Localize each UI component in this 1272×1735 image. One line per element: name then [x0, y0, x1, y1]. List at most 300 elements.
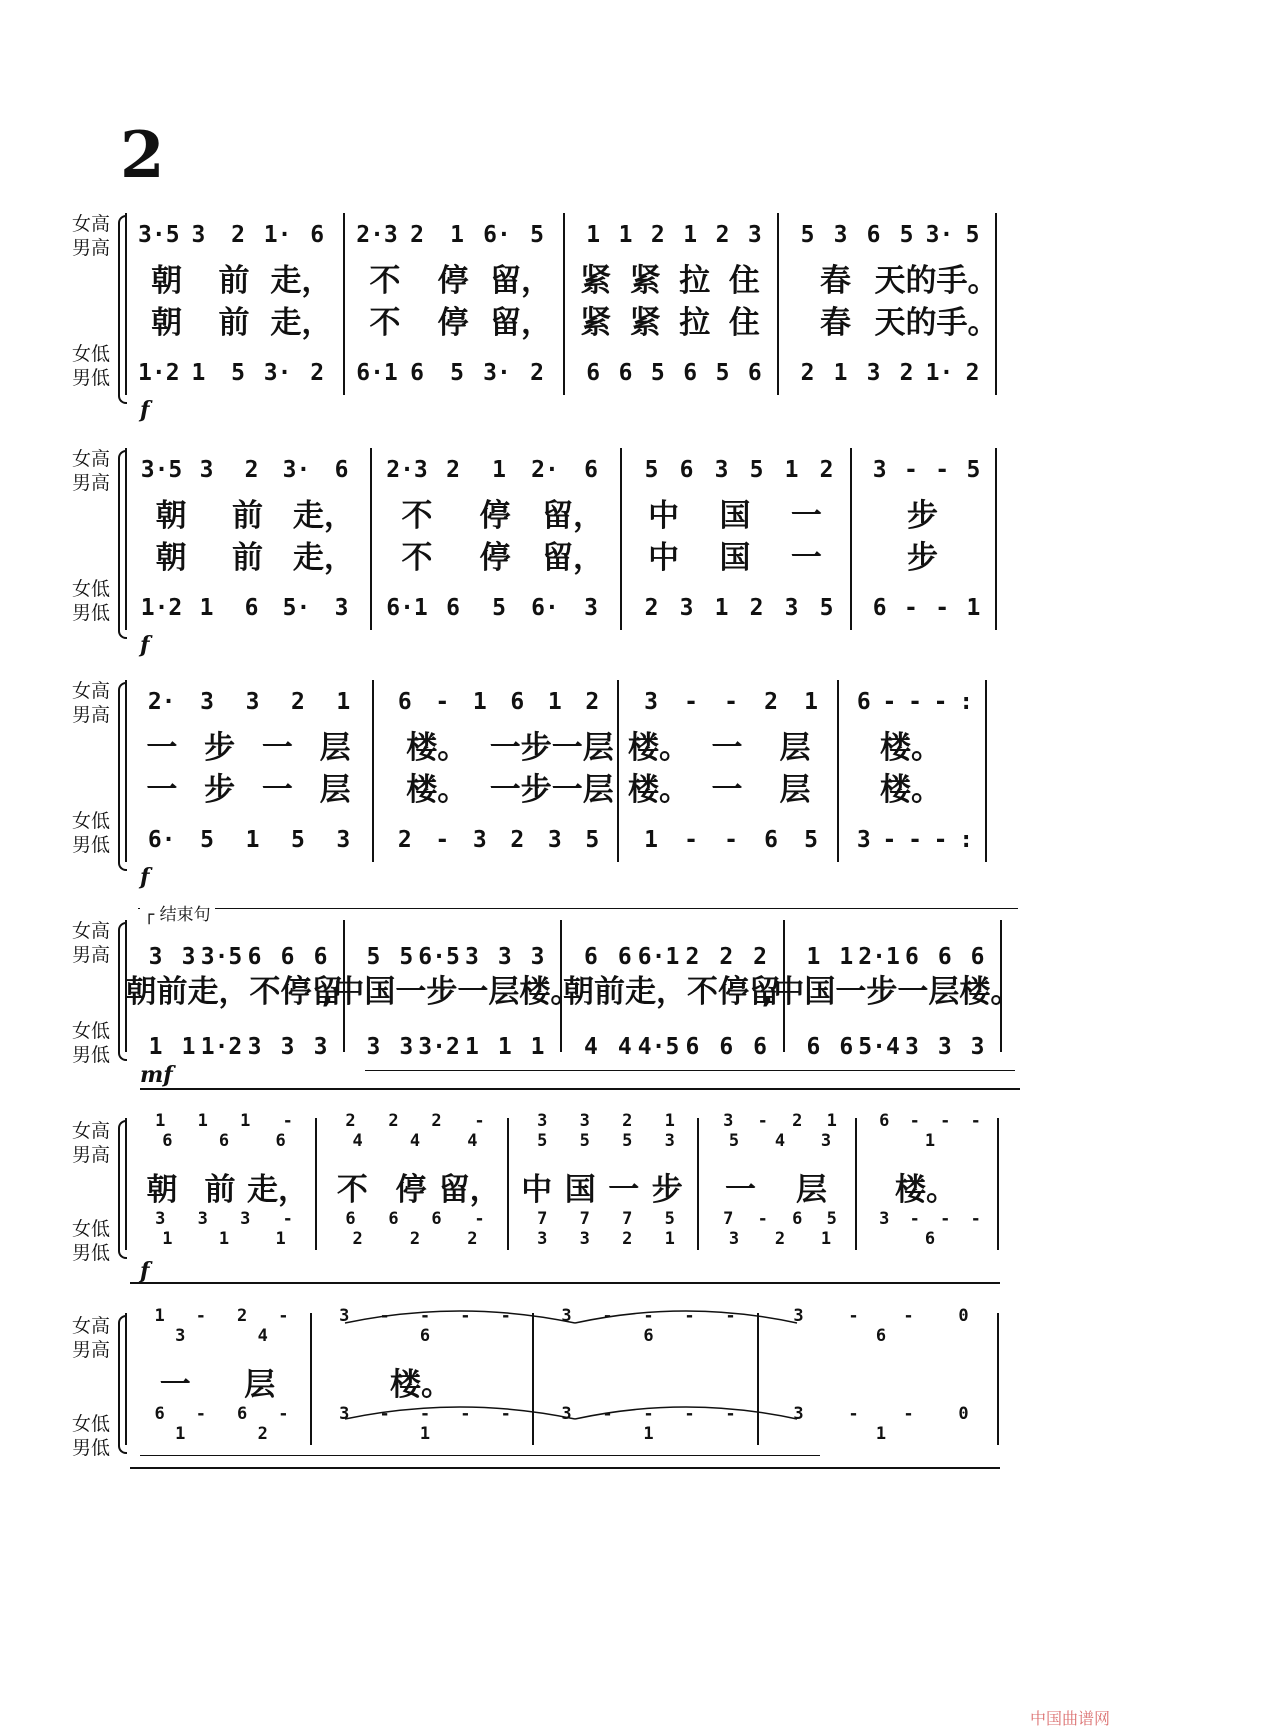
upper-voice-note: 2·1 [858, 944, 900, 970]
lower-voice-line [0, 588, 1272, 628]
lower-voice-note: 6 [747, 360, 762, 386]
lower-voice-note: - [935, 595, 950, 621]
lower-voice-note: - [908, 827, 922, 853]
upper-voice-top-note: 1 [240, 1111, 251, 1131]
lyric-word: 留， [490, 305, 552, 341]
lower-voice-note: 3 [336, 827, 351, 853]
part-label: 男高 [72, 237, 111, 259]
lyric-word: 层 [319, 730, 351, 766]
upper-voice-top-note: 2 [345, 1111, 356, 1131]
lower-voice-note: 6 [446, 595, 460, 621]
lower-voice-top-note: - [970, 1209, 981, 1229]
tie-arcs [0, 1305, 1272, 1505]
lower-voice-top-note: 7 [579, 1209, 590, 1229]
upper-voice-note: 3 [497, 944, 512, 970]
upper-voice-top-note: 0 [958, 1306, 969, 1326]
part-label: 男低 [72, 1242, 111, 1264]
upper-voice-bottom-note: 6 [419, 1326, 431, 1346]
lower-voice-top-note: - [903, 1404, 914, 1424]
lower-voice-note: 5 [492, 595, 506, 621]
lyric-word: 一 [159, 1367, 191, 1403]
lower-voice-note: 3 [547, 827, 562, 853]
upper-voice-note: 1 [547, 689, 562, 715]
lower-voice-bottom-note: 2 [774, 1229, 786, 1249]
part-label: 男高 [72, 1339, 111, 1361]
lower-voice-top-note: - [848, 1404, 859, 1424]
lower-voice-note: 3 [856, 827, 871, 853]
lyric-word: 不 [336, 1172, 368, 1208]
lower-voice-top-note: 3 [561, 1404, 572, 1424]
upper-voice-line [0, 937, 1272, 977]
upper-voice-note: - [435, 689, 450, 715]
upper-voice-note: 2 [410, 222, 424, 248]
lower-voice-note: 4·5 [637, 1034, 680, 1060]
lyric-word: 步 [204, 772, 236, 808]
upper-voice-note: 2 [764, 689, 778, 715]
upper-voice-note: 1 [492, 457, 506, 483]
ending-label: ┌ 结束句 [140, 900, 215, 925]
lyric-word: 中 [648, 540, 680, 576]
lyric-word: 一步一层 [489, 772, 614, 808]
lower-voice-top-note: - [195, 1404, 206, 1424]
upper-voice-note: 6 [313, 944, 328, 970]
lower-voice-note: 6· [531, 595, 559, 621]
lower-voice-note: 6 [872, 595, 887, 621]
upper-voice-line [0, 215, 1272, 255]
upper-voice-top-note: 1 [155, 1111, 166, 1131]
lower-voice-top-note: - [282, 1209, 293, 1229]
lower-voice-top-note: - [602, 1404, 613, 1424]
lyric-word: 一 [146, 730, 178, 766]
upper-voice-top-note: 3 [537, 1111, 548, 1131]
upper-voice-note: - [724, 689, 738, 715]
lyric-word: 国 [719, 498, 751, 534]
upper-voice-top-note: 3 [339, 1306, 350, 1326]
upper-voice-top-note: - [278, 1306, 289, 1326]
lyric-word: 楼。 [628, 730, 690, 766]
part-label: 男低 [72, 367, 111, 389]
upper-voice-top-note: 1 [197, 1111, 208, 1131]
lower-voice-note: 2 [749, 595, 764, 621]
upper-voice-bottom-note: 5 [728, 1131, 740, 1151]
lower-voice-note: 3 [679, 595, 694, 621]
upper-voice-note: 1 [839, 944, 854, 970]
lower-voice-bottom-note: 1 [175, 1424, 186, 1444]
upper-voice-top-note: - [460, 1306, 471, 1326]
ending-line [138, 908, 1018, 909]
lyric-word: 不 [369, 305, 401, 341]
lyric-word: 朝前走，不停留 [563, 974, 780, 1010]
lyric-word: 前 [218, 305, 250, 341]
lower-voice-note: 2 [530, 360, 544, 386]
lower-voice-bottom-note: 3 [579, 1229, 590, 1249]
lyric-word: 留， [490, 263, 552, 299]
lower-voice-note: : [959, 827, 974, 853]
lyric-word: 中 [521, 1172, 553, 1208]
upper-voice-note: 2 [819, 457, 834, 483]
upper-voice-top-note: - [379, 1306, 390, 1326]
upper-voice-note: 2· [531, 457, 559, 483]
lower-voice-bottom-note: 1 [218, 1229, 230, 1249]
lower-voice-note: 3 [399, 1034, 414, 1060]
upper-voice-bottom-note: 4 [257, 1326, 268, 1346]
lower-voice-top-note: - [474, 1209, 485, 1229]
upper-voice-note: 3· [282, 457, 311, 483]
upper-voice-bottom-note: 6 [218, 1131, 230, 1151]
upper-voice-note: 2 [650, 222, 665, 248]
lower-voice-note: 1 [148, 1034, 163, 1060]
lyric-word: 朝前走，不停留 [125, 974, 343, 1010]
lower-voice-bottom-note: 3 [728, 1229, 740, 1249]
lower-voice-note: 3 [970, 1034, 985, 1060]
lyric-word: 一 [725, 1172, 756, 1208]
upper-voice-note: 3 [833, 222, 848, 248]
lyric-word: 停 [479, 498, 511, 534]
lower-voice-top-note: 3 [155, 1209, 166, 1229]
upper-voice-bottom-note: 3 [664, 1131, 675, 1151]
lyric-word: 层 [796, 1172, 827, 1208]
lyrics-line-1 [0, 498, 1272, 538]
lower-voice-note: 3 [904, 1034, 919, 1060]
upper-voice-note: - [882, 689, 897, 715]
lower-voice-note: 6·1 [386, 595, 428, 621]
lower-voice-note: 3 [334, 595, 349, 621]
lower-voice-note: 1 [245, 827, 260, 853]
upper-voice-note: 6 [617, 944, 632, 970]
lower-voice-note: 3 [313, 1034, 328, 1060]
upper-voice-top-note: 1 [154, 1306, 165, 1326]
lower-voice-note: 6 [410, 360, 424, 386]
lower-voice-note: 5·4 [858, 1034, 900, 1060]
lyric-word: 楼。 [628, 772, 690, 808]
lower-voice-top-note: - [684, 1404, 695, 1424]
upper-voice-bottom-note: 4 [467, 1131, 478, 1151]
part-label: 女高 [72, 1315, 111, 1337]
lyric-word: 中 [648, 498, 680, 534]
upper-voice-note: 5 [899, 222, 914, 248]
upper-voice-top-note: - [500, 1306, 511, 1326]
lower-voice-note: 6 [244, 595, 259, 621]
upper-voice-top-note: 2 [792, 1111, 803, 1131]
lyric-word: 一 [711, 772, 743, 808]
lower-voice-note: - [903, 595, 918, 621]
lower-voice-top-note: 5 [826, 1209, 837, 1229]
lower-voice-note: 5 [819, 595, 834, 621]
lower-voice-note: 6 [806, 1034, 821, 1060]
lower-voice-note: - [724, 827, 738, 853]
upper-voice-note: 2 [585, 689, 600, 715]
lyric-word: 拉 [679, 305, 711, 341]
lower-voice-top-note: 3 [879, 1209, 890, 1229]
upper-voice-note: 5 [749, 457, 764, 483]
lower-voice-top-note: - [379, 1404, 390, 1424]
upper-voice-top-note: 6 [879, 1111, 890, 1131]
lyrics-line-1 [0, 730, 1272, 770]
lower-voice-top-note: - [940, 1209, 951, 1229]
lower-voice-top-note: 6 [345, 1209, 356, 1229]
upper-voice-note: 6 [397, 689, 412, 715]
lyric-word: 前 [232, 540, 263, 576]
upper-voice-note: 6 [510, 689, 525, 715]
upper-voice-bottom-note: 6 [643, 1326, 654, 1346]
upper-voice-note: 2·3 [356, 222, 398, 248]
upper-voice-top-note: - [725, 1306, 736, 1326]
upper-voice-note: 2·3 [386, 457, 428, 483]
lower-voice-top-note: 3 [197, 1209, 208, 1229]
lyric-word: 一 [608, 1172, 640, 1208]
dynamic-mark: f [140, 397, 150, 423]
upper-voice-top-note: - [848, 1306, 859, 1326]
lyric-word: 楼。 [880, 730, 942, 766]
upper-voice-note: 6 [280, 944, 295, 970]
lower-voice-note: - [684, 827, 698, 853]
lower-voice-bottom-note: 1 [419, 1424, 431, 1444]
lower-voice-top-note: - [643, 1404, 654, 1424]
upper-voice-top-note: - [643, 1306, 654, 1326]
lyric-word: 走， [292, 540, 355, 576]
lower-voice-note: 5 [585, 827, 600, 853]
lower-voice-bottom-note: 1 [162, 1229, 173, 1249]
upper-voice-top-note: - [940, 1111, 951, 1131]
lyric-word: 步 [907, 498, 938, 534]
lyric-word: 不 [401, 540, 433, 576]
lyric-word: 春 [820, 305, 851, 341]
lower-voice-top-note: 5 [664, 1209, 675, 1229]
upper-voice-bottom-note: 6 [162, 1131, 173, 1151]
lower-voice-line [0, 820, 1272, 860]
part-label: 男低 [72, 602, 111, 624]
part-label: 女低 [72, 578, 111, 600]
dynamic-mark: f [140, 632, 150, 658]
upper-voice-note: 3 [191, 222, 206, 248]
lower-voice-top-note: 7 [537, 1209, 548, 1229]
upper-voice-bottom-note: 3 [175, 1326, 186, 1346]
lyric-word: 一步一层 [489, 730, 614, 766]
upper-voice-note: 3 [464, 944, 479, 970]
upper-voice-top-note: 1 [826, 1111, 837, 1131]
upper-voice-note: 5 [644, 457, 659, 483]
lyric-word: 不 [401, 498, 433, 534]
part-label: 女高 [72, 920, 111, 942]
upper-voice-top-note: - [195, 1306, 206, 1326]
lyric-word: 走， [270, 263, 333, 299]
system-separator [140, 1088, 1020, 1090]
upper-voice-top-note: - [903, 1306, 914, 1326]
lower-voice-top-note: - [725, 1404, 736, 1424]
upper-voice-bottom-note: 5 [537, 1131, 548, 1151]
upper-voice-top-note: 2 [622, 1111, 633, 1131]
upper-voice-note: 5 [530, 222, 544, 248]
part-label: 女低 [72, 1413, 111, 1435]
lower-voice-note: 4 [617, 1034, 632, 1060]
upper-voice-note: 2 [290, 689, 305, 715]
lower-voice-note: 6 [719, 1034, 734, 1060]
upper-voice-note: 6· [483, 222, 511, 248]
lower-voice-top-note: 7 [622, 1209, 633, 1229]
lower-voice-top-note: - [757, 1209, 768, 1229]
lower-voice-bottom-note: 2 [467, 1229, 478, 1249]
lower-voice-top-note: 0 [958, 1404, 969, 1424]
system-5 [0, 1110, 1272, 1290]
upper-voice-note: 6 [310, 222, 325, 248]
upper-voice-note: 6 [247, 944, 262, 970]
lower-voice-top-note: 3 [339, 1404, 350, 1424]
upper-voice-note: 3 [148, 944, 163, 970]
lyric-word: 一 [790, 498, 822, 534]
lower-voice-note: 2 [510, 827, 525, 853]
lyric-word: 紧 [629, 305, 661, 341]
lyric-word: 拉 [679, 263, 711, 299]
upper-voice-line [0, 450, 1272, 490]
upper-voice-note: 6 [970, 944, 985, 970]
upper-voice-top-note: - [419, 1306, 431, 1326]
upper-voice-note: 1 [336, 689, 351, 715]
lower-voice-note: 5· [282, 595, 311, 621]
upper-voice-note: 5 [966, 457, 981, 483]
part-label: 男低 [72, 834, 111, 856]
upper-voice-note: 1 [804, 689, 818, 715]
lower-voice-note: - [933, 827, 948, 853]
lyric-word: 停 [479, 540, 511, 576]
lower-voice-note: 1·2 [138, 360, 180, 386]
upper-voice-note: 6 [583, 944, 598, 970]
upper-voice-note: - [933, 689, 948, 715]
upper-voice-line [0, 682, 1272, 722]
lyric-word: ,中国一步一层楼。 [761, 974, 1022, 1010]
lower-voice-note: 1 [181, 1034, 196, 1060]
part-label: 男低 [72, 1044, 111, 1066]
upper-voice-note: 1 [618, 222, 633, 248]
upper-voice-note: 3 [747, 222, 762, 248]
upper-voice-note: - [908, 689, 922, 715]
part-label: 女低 [72, 810, 111, 832]
part-label: 女高 [72, 213, 111, 235]
upper-voice-bottom-note: 5 [622, 1131, 633, 1151]
upper-voice-note: 6 [904, 944, 919, 970]
lower-voice-top-note: - [419, 1404, 431, 1424]
lyric-word: 楼。 [895, 1172, 957, 1208]
upper-voice-top-note: 2 [237, 1306, 248, 1326]
lyrics-line-2 [0, 305, 1272, 345]
system-underline [365, 1070, 1015, 1071]
lower-voice-bottom-note: 1 [820, 1229, 832, 1249]
lower-voice-top-note: 6 [388, 1209, 399, 1229]
upper-voice-note: 2 [715, 222, 730, 248]
lower-voice-note: 3· [483, 360, 511, 386]
lyric-word: 停 [395, 1172, 427, 1208]
lower-voice-note: 1 [497, 1034, 512, 1060]
lyric-word: 前 [204, 1172, 236, 1208]
lower-voice-note: 1 [966, 595, 981, 621]
lower-voice-note: 1 [714, 595, 729, 621]
upper-voice-note: - [684, 689, 698, 715]
lower-voice-note: 4 [583, 1034, 598, 1060]
upper-voice-top-note: - [602, 1306, 613, 1326]
lower-voice-top-note: - [278, 1404, 289, 1424]
lower-voice-note: 1 [191, 360, 206, 386]
lyric-word: 紧 [580, 263, 612, 299]
upper-voice-note: : [959, 689, 974, 715]
lower-voice-top-note: - [460, 1404, 471, 1424]
tie-arc [575, 1311, 797, 1323]
system-1 [0, 205, 1272, 435]
tie-arc [575, 1407, 797, 1419]
upper-voice-note: 5 [366, 944, 381, 970]
lower-voice-note: 5 [804, 827, 818, 853]
system-3 [0, 672, 1272, 902]
lyric-word: 留， [542, 498, 604, 534]
lower-voice-note: 3 [937, 1034, 952, 1060]
upper-voice-top-note: - [474, 1111, 485, 1131]
upper-voice-note: 2 [231, 222, 245, 248]
lower-voice-bottom-note: 3 [537, 1229, 548, 1249]
lyric-word: 住 [728, 263, 760, 299]
lyric-word: 一 [711, 730, 743, 766]
lyric-word: 紧 [629, 263, 661, 299]
upper-voice-note: 6 [856, 689, 871, 715]
page-number: 2 [120, 118, 165, 193]
watermark: 中国曲谱网 [1030, 1709, 1111, 1728]
upper-voice-bottom-note: 4 [352, 1131, 363, 1151]
lower-voice-note: 1·2 [140, 595, 183, 621]
lower-voice-top-note: 7 [723, 1209, 734, 1229]
lyric-word: 停 [437, 263, 469, 299]
lower-voice-bottom-note: 2 [352, 1229, 363, 1249]
upper-voice-note: 6 [937, 944, 952, 970]
lyric-word: 层 [244, 1367, 276, 1403]
upper-voice-top-note: 3 [579, 1111, 590, 1131]
lyric-word: 一 [790, 540, 822, 576]
upper-voice-note: 6 [584, 457, 598, 483]
lower-voice-note: - [882, 827, 897, 853]
lyric-word: 一 [261, 730, 293, 766]
lyric-word: 前 [218, 263, 250, 299]
lyrics-line-2 [0, 540, 1272, 580]
upper-voice-note: 3 [245, 689, 260, 715]
upper-voice-bottom-note: 3 [820, 1131, 832, 1151]
lower-voice-note: 3 [472, 827, 487, 853]
part-label: 男高 [72, 704, 111, 726]
lower-voice-bottom-note: 2 [257, 1424, 268, 1444]
upper-voice-note: 6 [334, 457, 349, 483]
lower-voice-top-note: 3 [793, 1404, 804, 1424]
part-label: 男低 [72, 1437, 111, 1459]
upper-voice-top-note: - [684, 1306, 695, 1326]
lyric-word: 住 [728, 305, 760, 341]
lyric-word: 步 [204, 730, 236, 766]
lower-voice-note: 3 [247, 1034, 262, 1060]
lower-voice-note: 5 [650, 360, 665, 386]
upper-voice-note: 3 [200, 689, 215, 715]
lower-voice-top-note: 6 [792, 1209, 803, 1229]
upper-voice-note: - [935, 457, 950, 483]
lower-voice-top-note: 6 [154, 1404, 165, 1424]
upper-voice-note: 6·5 [418, 944, 460, 970]
lower-voice-note: 3 [366, 1034, 381, 1060]
lower-voice-note: 1· [925, 360, 954, 386]
part-label: 男高 [72, 944, 111, 966]
lower-voice-note: 3 [784, 595, 799, 621]
system-6 [0, 1305, 1272, 1485]
lower-voice-note: 5 [200, 827, 215, 853]
upper-voice-note: 2· [147, 689, 176, 715]
lower-voice-note: 1 [530, 1034, 545, 1060]
upper-voice-note: 3·5 [140, 457, 183, 483]
lyric-word: 层 [319, 772, 351, 808]
upper-voice-top-note: - [970, 1111, 981, 1131]
lower-voice-line [0, 353, 1272, 393]
lyric-word: 层 [779, 730, 811, 766]
